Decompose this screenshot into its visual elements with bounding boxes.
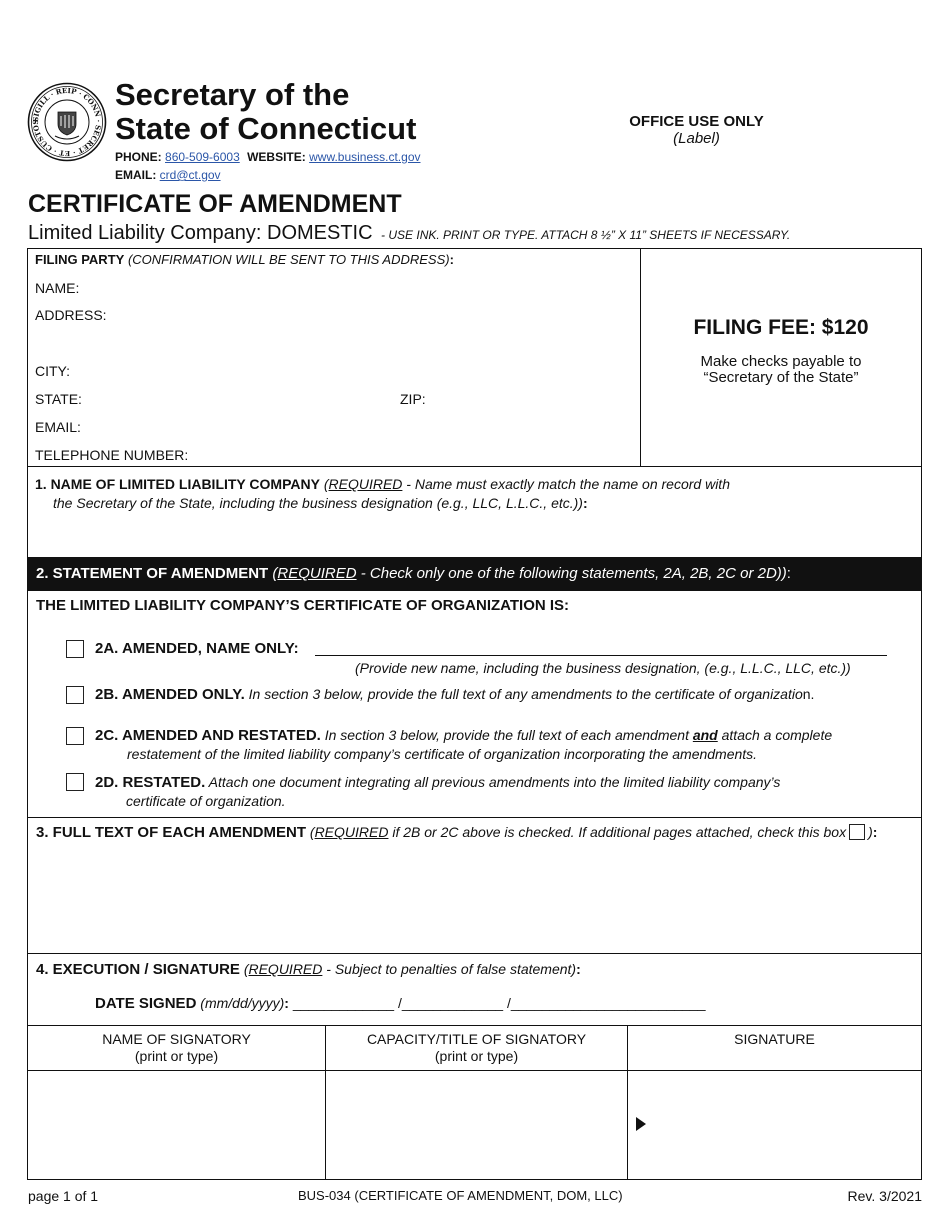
signatory-title-input[interactable] (329, 1074, 624, 1176)
checkbox-2b[interactable] (66, 686, 84, 704)
checkbox-2c[interactable] (66, 727, 84, 745)
form-instructions: - USE INK. PRINT OR TYPE. ATTACH 8 ½” X 11” SHEETS IF NECESSARY. (381, 228, 791, 242)
fee-payable-line2: “Secretary of the State” (703, 369, 859, 386)
option-2b-label: 2B. AMENDED ONLY. (95, 686, 245, 703)
section-1-note: the Secretary of the State, including the business designation (e.g., LLC, L.L.C., etc.)): (53, 495, 588, 511)
section-2-title: 2. STATEMENT OF AMENDMENT (36, 565, 269, 582)
signature-header: SIGNATURE (734, 1031, 815, 1047)
filing-fee-box (641, 316, 921, 386)
state-seal (27, 82, 107, 162)
llc-name-input[interactable] (40, 520, 910, 556)
telephone-field-label[interactable]: TELEPHONE NUMBER: (35, 447, 189, 463)
date-signed-label: DATE SIGNED (95, 995, 197, 1012)
new-name-input[interactable] (315, 655, 887, 656)
signature-input[interactable] (631, 1074, 918, 1176)
option-2c-text: In section 3 below, provide the full text of each amendment (320, 727, 693, 743)
section-2-required: REQUIRED (277, 565, 357, 582)
form-subtitle: Limited Liability Company: DOMESTIC (28, 222, 373, 244)
date-signed-row: DATE SIGNED (mm/dd/yyyy): _____________ /_____________ /_________________________ (95, 995, 706, 1012)
email-link[interactable]: crd@ct.gov (159, 168, 221, 182)
signatory-title-header: CAPACITY/TITLE OF SIGNATORY (print or type) (366, 1031, 587, 1064)
phone-link[interactable]: 860-509-6003 (165, 150, 240, 164)
signatory-col-divider-2 (627, 1026, 628, 1179)
option-2d-line2: certificate of organization. (126, 793, 286, 809)
additional-pages-checkbox[interactable] (849, 824, 865, 840)
footer-form-id: BUS-034 (CERTIFICATE OF AMENDMENT, DOM, LLC) (298, 1188, 623, 1203)
section-3-title: 3. FULL TEXT OF EACH AMENDMENT (36, 824, 306, 841)
option-2a-note: (Provide new name, including the business designation, (e.g., L.L.C., LLC, etc.)) (355, 660, 851, 676)
form-title: CERTIFICATE OF AMENDMENT (28, 190, 402, 218)
name-field-label[interactable]: NAME: (35, 280, 80, 296)
section-3-bottom-rule (28, 953, 921, 954)
office-use-title: OFFICE USE ONLY (629, 113, 764, 130)
section-4-title: 4. EXECUTION / SIGNATURE (36, 961, 240, 978)
filing-party-heading: FILING PARTY (CONFIRMATION WILL BE SENT TO THIS ADDRESS): (35, 252, 454, 267)
state-field-label[interactable]: STATE: (35, 391, 82, 407)
option-2d-label: 2D. RESTATED. (95, 774, 206, 791)
option-2c-label: 2C. AMENDED AND RESTATED. (95, 727, 321, 744)
city-field-label[interactable]: CITY: (35, 363, 71, 379)
email-label: EMAIL: (115, 168, 157, 182)
section-1-heading: 1. NAME OF LIMITED LIABILITY COMPANY (REQUIRED - Name must exactly match the name on record with (35, 476, 730, 492)
website-label: WEBSITE: (247, 150, 306, 164)
option-2a-label: 2A. AMENDED, NAME ONLY: (95, 640, 299, 657)
checkbox-2d[interactable] (66, 773, 84, 791)
website-link[interactable]: www.business.ct.gov (309, 150, 421, 164)
signatory-header-rule (28, 1070, 921, 1071)
state-seal-icon (27, 82, 107, 162)
section-4-heading: 4. EXECUTION / SIGNATURE (REQUIRED - Subject to penalties of false statement): (36, 961, 581, 978)
option-2d-text: Attach one document integrating all previous amendments into the limited liability company’s (205, 774, 781, 790)
checkbox-2a[interactable] (66, 640, 84, 658)
seal-text: SIGILL · REIP · CONN · SECRET · ET · CUSTOS (30, 85, 104, 159)
section-2-bottom-rule (28, 817, 921, 818)
signatory-name-header: NAME OF SIGNATORY (print or type) (102, 1031, 251, 1064)
contact-line (115, 148, 421, 166)
office-use-label: (Label) (673, 130, 720, 147)
section-2-lead: THE LIMITED LIABILITY COMPANY’S CERTIFICATE OF ORGANIZATION IS: (36, 597, 570, 614)
filing-party-note: (CONFIRMATION WILL BE SENT TO THIS ADDRESS) (127, 252, 450, 267)
section-3-heading: 3. FULL TEXT OF EACH AMENDMENT (REQUIRED if 2B or 2C above is checked. If additional pages attached, check this box ): (36, 824, 878, 841)
zip-field-label[interactable]: ZIP: (400, 391, 426, 407)
footer-page: page 1 of 1 (28, 1188, 99, 1204)
section-4-required: REQUIRED (248, 961, 323, 977)
office-use-box (600, 113, 793, 147)
filing-bottom-rule (28, 466, 921, 467)
sign-here-arrow-icon (636, 1117, 646, 1136)
section-2-bar: 2. STATEMENT OF AMENDMENT (REQUIRED - Check only one of the following statements, 2A, 2B, 2C or 2D)): (28, 557, 921, 591)
option-2b: 2B. AMENDED ONLY. In section 3 below, provide the full text of any amendments to the certificate of organization. (95, 686, 815, 703)
signatory-table-top-rule (28, 1025, 921, 1026)
option-2b-text: In section 3 below, provide the full text of any amendments to the certificate of organizatio (244, 686, 803, 702)
address-field-label[interactable]: ADDRESS: (35, 307, 107, 323)
phone-label: PHONE: (115, 150, 162, 164)
footer-revision: Rev. 3/2021 (847, 1188, 922, 1204)
agency-title-line2: State of Connecticut (115, 111, 417, 146)
signatory-name-input[interactable] (32, 1074, 322, 1176)
form-subtitle-line (28, 222, 790, 245)
section-3-required: REQUIRED (314, 824, 389, 840)
option-2c: 2C. AMENDED AND RESTATED. In section 3 below, provide the full text of each amendment and attach a complete (95, 727, 833, 744)
amendment-text-area[interactable] (40, 850, 910, 946)
email-line (115, 166, 421, 184)
option-2d (95, 774, 780, 791)
agency-title-line1: Secretary of the (115, 77, 350, 112)
section-1-title: 1. NAME OF LIMITED LIABILITY COMPANY (35, 476, 320, 492)
fee-payable-line1: Make checks payable to (700, 353, 862, 370)
email-field-label[interactable]: EMAIL: (35, 419, 81, 435)
date-format: (mm/dd/yyyy) (200, 995, 285, 1011)
filing-party-label: FILING PARTY (35, 252, 125, 267)
date-signed-input[interactable]: _____________ /_____________ /_________________________ (292, 995, 706, 1011)
filing-fee-title: FILING FEE: $120 (693, 316, 869, 339)
section-1-required: REQUIRED (328, 476, 403, 492)
option-2c-line2: restatement of the limited liability company’s certificate of organization incorporating the amendments. (127, 746, 758, 762)
